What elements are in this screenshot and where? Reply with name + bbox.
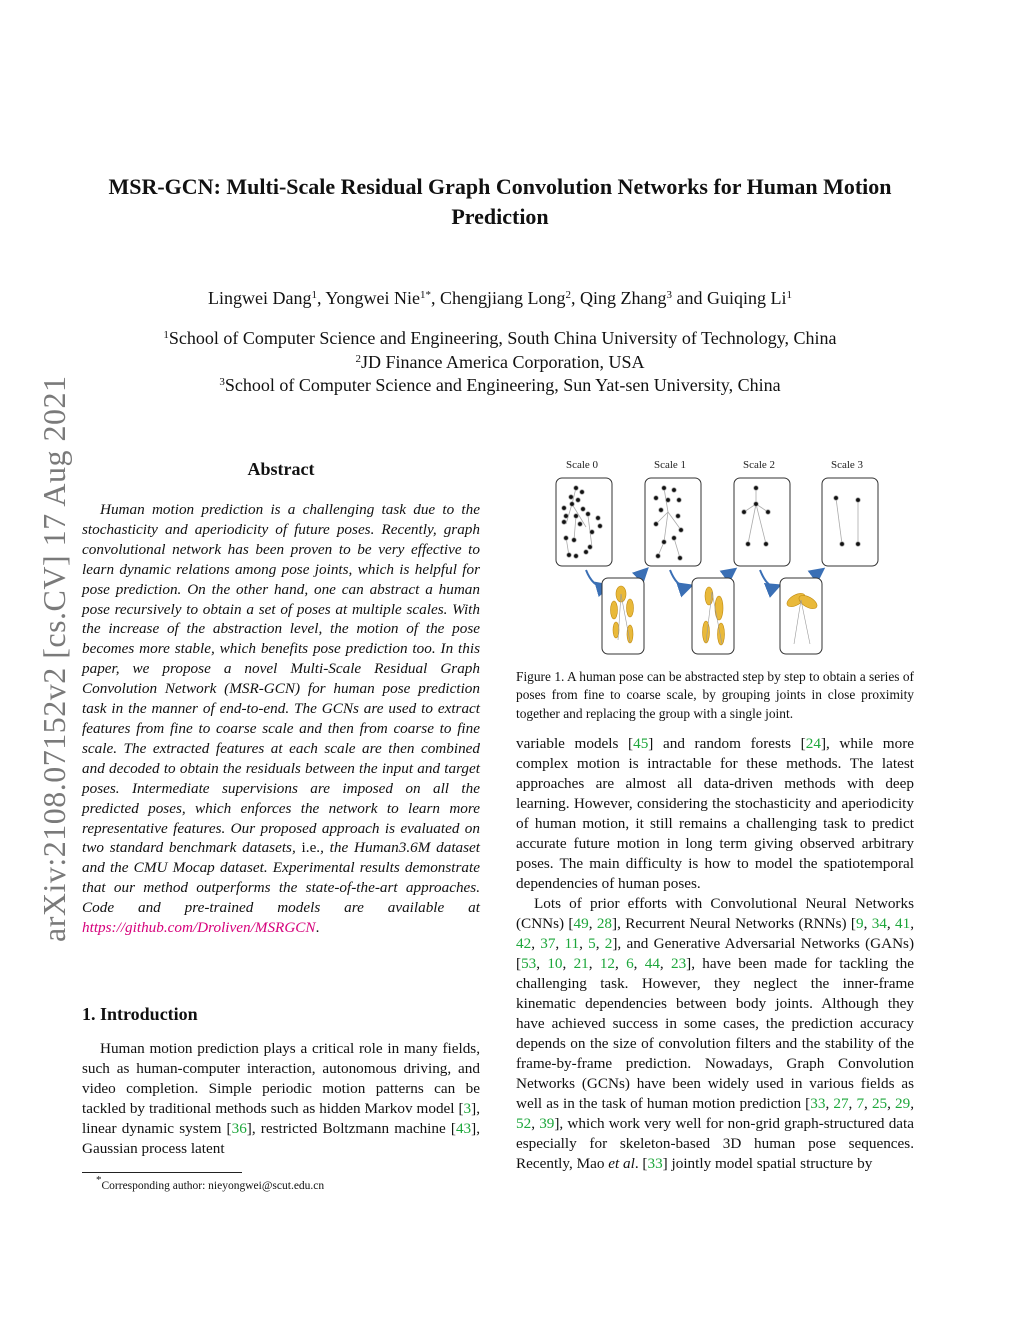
citation-link[interactable]: 12: [599, 955, 615, 972]
body-text: ,: [886, 915, 896, 932]
pose-abstraction-diagram: [516, 452, 916, 667]
citation-link[interactable]: 43: [455, 1120, 472, 1137]
affil-mark: 3: [219, 376, 225, 388]
footnote-text: Corresponding author: nieyongwei@scut.edu.cn: [101, 1180, 325, 1192]
figure-1: [516, 452, 916, 667]
author-name: Chengjiang Long: [440, 288, 566, 308]
author-affil-mark: 1*: [420, 289, 432, 301]
affiliation-text: School of Computer Science and Engineering, South China University of Technology, China: [168, 328, 837, 348]
author-name: Guiqing Li: [706, 288, 787, 308]
emphasis-text: et al: [608, 1155, 635, 1172]
citation-link[interactable]: 7: [856, 1095, 865, 1112]
citation-link[interactable]: 25: [871, 1095, 888, 1112]
footnote-mark: *: [96, 1174, 102, 1186]
citation-link[interactable]: 3: [463, 1100, 472, 1117]
citation-link[interactable]: 36: [231, 1120, 247, 1137]
abstract-end: .: [315, 919, 320, 937]
body-text: ,: [562, 955, 574, 972]
abstract-text-2: , the Human3.6M dataset and the CMU Mocap dataset. Experimental results demonstrate that our method outperforms the state-of-the-art approaches. Code and pre-trained models are available at: [82, 839, 481, 917]
citation-link[interactable]: 21: [573, 955, 589, 972]
citation-link[interactable]: 52: [516, 1115, 532, 1132]
body-text: . [: [634, 1155, 648, 1172]
abstract-text: Human motion prediction is a challenging task due to the stochasticity and aperiodicity of future poses. Recently, graph convolutional network has been proven to be very effective to learn dynamic relations among pose joints, which is helpful for pose prediction. On the other hand, one can abstract a human pose recursively to obtain a set of poses at multiple scales. With the increase of the abstraction level, the motion of the pose becomes more stable, which benefits pose prediction too. In this paper, we propose a novel Multi-Scale Residual Graph Convolution Network (MSR-GCN) for human pose prediction task in the manner of end-to-end. The GCNs are used to extract features from fine to coarse scale and then from coarse to fine scale. The extracted features at each scale are then combined and decoded to obtain the residuals between the input and target poses. Intermediate supervisions are imposed on all the predicted poses, which enforces the network to learn more representative features. Our proposed approach is evaluated on two standard benchmark datasets,: [82, 501, 480, 857]
abstract-heading: Abstract: [247, 459, 315, 479]
affil-mark: 2: [355, 352, 362, 365]
scale-label: Scale 2: [742, 459, 776, 471]
author-name: Lingwei Dang: [208, 288, 312, 308]
abstract-body: [82, 500, 480, 938]
body-text: ,: [659, 955, 671, 972]
body-text: ,: [910, 1095, 915, 1112]
body-text: ,: [848, 1095, 857, 1112]
citation-link[interactable]: 44: [644, 955, 660, 972]
scale-label: Scale 1: [653, 459, 687, 471]
body-text: ,: [910, 915, 915, 932]
scale-label: Scale 0: [565, 459, 599, 471]
arxiv-identifier: arXiv:2108.07152v2 [cs.CV] 17 Aug 2021: [36, 375, 72, 942]
body-text: ,: [531, 1115, 540, 1132]
body-text: variable models [: [516, 735, 634, 752]
citation-link[interactable]: 5: [588, 935, 596, 952]
author-affil-mark: 1: [311, 289, 317, 301]
citation-link[interactable]: 33: [810, 1095, 826, 1112]
citation-link[interactable]: 53: [521, 955, 537, 972]
body-text: ], have been made for tackling the challenging task. However, they neglect the inner-frame kinematic dependencies between body joints. Although they have achieved success in some cases, the prediction accuracy depends on the size of convolution filters and the stability of the frame-by-frame prediction. Nowadays, Graph Convolution Networks (GCNs) have been widely used in various fields as well as in the task of human motion prediction [: [516, 955, 915, 1112]
body-text: ,: [825, 1095, 834, 1112]
affiliation-line: [100, 374, 900, 398]
affiliation-line: [100, 327, 900, 351]
pose-frame: [822, 478, 878, 566]
figure-caption: Figure 1. A human pose can be abstracted step by step to obtain a series of poses from fine to coarse scale, by grouping joints in close proximity together and replacing the group with a single joint.: [516, 669, 914, 721]
citation-link[interactable]: 42: [516, 935, 532, 952]
intro-text: ], linear dynamic system [: [82, 1100, 480, 1137]
author-name: Yongwei Nie: [325, 288, 421, 308]
citation-link[interactable]: 49: [573, 915, 589, 932]
citation-link[interactable]: 28: [596, 915, 613, 932]
right-paragraph-2: [516, 894, 914, 1174]
body-text: ,: [633, 955, 645, 972]
body-text: ] and random forests [: [648, 735, 806, 752]
citation-link[interactable]: 45: [633, 735, 649, 752]
footnote: [96, 1174, 325, 1193]
affiliation-text: School of Computer Science and Engineering, Sun Yat-sen University, China: [224, 375, 781, 395]
citation-link[interactable]: 39: [539, 1115, 555, 1132]
citation-link[interactable]: 29: [895, 1095, 911, 1112]
intro-text: Human motion prediction plays a critical role in many fields, such as human-computer interaction, autonomous driving, and video completion. Simple periodic motion patterns can be tackled by traditional methods such as hidden Markov model [: [82, 1040, 480, 1117]
body-text: ] jointly model spatial structure by: [662, 1155, 873, 1172]
author-separator: ,: [571, 288, 580, 308]
author-list: [100, 286, 900, 310]
citation-link[interactable]: 33: [647, 1155, 663, 1172]
author-separator: ,: [431, 288, 441, 308]
grouping-frame: [780, 578, 822, 654]
body-text: ,: [555, 935, 565, 952]
body-text: ,: [615, 955, 627, 972]
citation-link[interactable]: 27: [833, 1095, 849, 1112]
paper-title: MSR-GCN: Multi-Scale Residual Graph Convolution Networks for Human Motion Prediction: [108, 174, 892, 229]
right-paragraph-1: [516, 734, 914, 894]
citation-link[interactable]: 41: [895, 915, 911, 932]
body-text: ,: [863, 915, 872, 932]
citation-link[interactable]: 2: [604, 935, 613, 952]
grouping-frame: [692, 578, 734, 654]
author-name: Qing Zhang: [580, 288, 667, 308]
body-text: ,: [864, 1095, 872, 1112]
body-text: ,: [588, 915, 597, 932]
citation-link[interactable]: 34: [871, 915, 887, 932]
body-text: ,: [588, 955, 600, 972]
intro-text: ], Gaussian process latent: [82, 1120, 480, 1157]
affiliation-text: JD Finance America Corporation, USA: [361, 351, 645, 372]
citation-link[interactable]: 11: [564, 935, 580, 952]
author-separator: ,: [316, 288, 326, 308]
pose-frame: [734, 478, 790, 566]
affiliation-line: [100, 351, 900, 375]
affil-mark: 1: [163, 329, 169, 341]
introduction-body: [82, 1039, 480, 1159]
abstract-ie: i.e.: [301, 839, 321, 857]
intro-text: ], restricted Boltzmann machine [: [246, 1120, 456, 1137]
body-text: ,: [887, 1095, 896, 1112]
body-text: Lots of prior efforts with Convolutional Neural Networks (CNNs) [: [516, 895, 914, 932]
citation-link[interactable]: 37: [540, 935, 556, 952]
author-affil-mark: 2: [565, 289, 571, 301]
citation-link[interactable]: 9: [855, 915, 864, 932]
body-text: ,: [595, 935, 605, 952]
author-affil-mark: 1: [786, 289, 792, 301]
scale-label: Scale 3: [830, 459, 864, 471]
author-affil-mark: 3: [666, 289, 672, 301]
author-separator: and: [671, 288, 707, 308]
citation-link[interactable]: 6: [626, 955, 634, 972]
code-link[interactable]: https://github.com/Droliven/MSRGCN: [82, 919, 316, 937]
citation-link[interactable]: 23: [670, 955, 687, 972]
introduction-heading: 1. Introduction: [82, 1004, 198, 1024]
body-text: ], while more complex motion is intractable for these methods. The latest approaches are almost all data-driven methods with deep learning. However, considering the stochasticity and aperiodicity of human motion, it still remains a challenging task to predict accurate future motion in long term giving observed arbitrary poses. The main difficulty is how to model the spatiotemporal dependencies of human poses.: [516, 735, 914, 892]
footnote-rule: [82, 1172, 242, 1173]
body-text: ], Recurrent Neural Networks (RNNs) [: [612, 915, 856, 932]
body-text: ,: [531, 935, 541, 952]
affiliation-list: [100, 327, 900, 398]
body-text: ], and Generative Adversarial Networks (GANs) [: [516, 935, 915, 972]
body-text: ,: [579, 935, 589, 952]
body-text: ], which work very well for non-grid graph-structured data especially for skeleton-based 3D human pose sequences. Recently, Mao: [516, 1115, 914, 1172]
citation-link[interactable]: 10: [547, 955, 563, 972]
citation-link[interactable]: 24: [805, 735, 821, 752]
body-text: ,: [536, 955, 548, 972]
